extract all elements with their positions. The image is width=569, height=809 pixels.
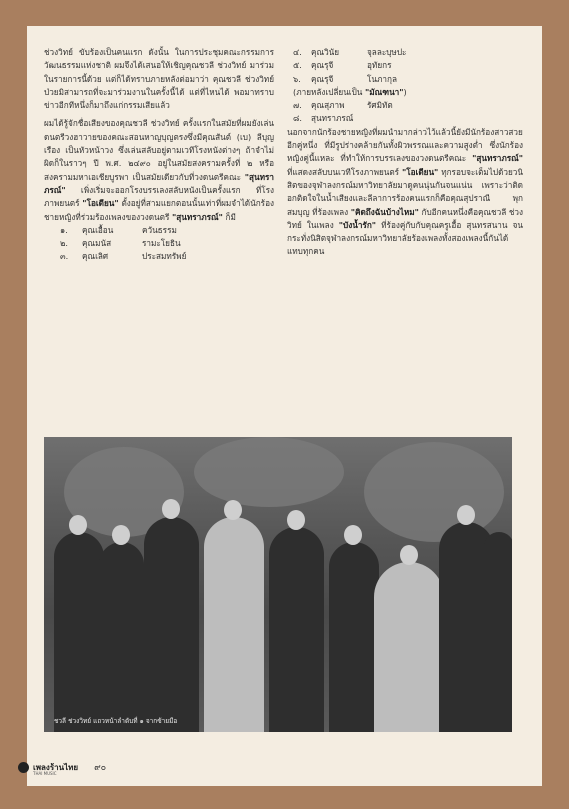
list-item: ๕. คุณรุจี อุทัยกร [293, 60, 392, 71]
page-number: ๙๐ [94, 763, 107, 773]
list-note: (ภายหลังเปลี่ยนเป็น "มัณฑนา") [293, 86, 407, 97]
right-column [287, 46, 523, 259]
group-photo [44, 437, 512, 732]
magazine-logo-icon [18, 762, 29, 773]
page-footer [18, 760, 106, 774]
left-column [44, 46, 274, 264]
paragraph: ผมได้รู้จักชื่อเสียงของคุณชวลี ช่วงวิทย์ ครั้งแรกในสมัยที่ผมยังเล่นดนตรีวงฮาวายของคณะสอนหาญบุญตรงซึ่งมีคุณสันต์ (เบ) ลีบุญเรือง เป็นหัวหน้าวง ซึ่งเล่นสลับอยู่ตามเวทีโรงหนังต่างๆ ถ้าจำไม่ผิดก็ในราวๆ ปี พ.ศ. ๒๔๙๐ อยู่ในสมัยสงครามครั้งที่ ๒ หรือสงครามมหาเอเชียบูรพา เป็นสมัยเดียวกับที่วงดนตรีคณะ "สุนทราภรณ์" เพิ่งเริ่มจะออกโรงบรรเลงสลับหนังเป็นครั้งแรก ที่โรงภาพยนตร์ "โอเดียน" ตั้งอยู่ที่สามแยกตอนนั้นเท่าที่ผมจำได้นักร้องชายหญิงที่ร่วมร้องเพลงของวงดนตรี "สุนทราภรณ์" ก็มี [44, 118, 275, 222]
singer-list [287, 46, 523, 126]
band-name: "สุนทราภรณ์" [44, 171, 275, 195]
singer-list [44, 224, 274, 264]
list-item: ๗. คุณสุภาพ รัศมิทัต [293, 100, 393, 111]
paragraph: นอกจากนักร้องชายหญิงที่ผมนำมากล่าวไว้แล้วนี้ยังมีนักร้องสาวสวยอีกคู่หนึ่ง ที่มีรูปร่างคล้ายกันทั้งผิวพรรณและความสูงต่ำ ซึ่งนักร้องหญิงคู่นี้แหละ ที่ทำให้การบรรเลงของวงดนตรีคณะ "สุนทราภรณ์" ที่แสดงสลับบนเวทีโรงภาพยนตร์ "โอเดียน" ทุกรอบจะเต็มไปด้วยวนิสิตของจุฬาลงกรณ์มหาวิทยาลัยมาดูคนนุ่นกันจนแน่น เพราะว่าติดอกติดใจในน้ำเสียงและลีลาการร้องคนแรกก็คือคุณสุปราณี พุกสมบุญ ที่ร้องเพลง "คิดถึงฉันบ้างไหม" กับอีกคนหนึ่งคือคุณชวลี ช่วงวิทย์ ในเพลง "บังน้ำรัก" ที่ร้องคู่กับกับคุณครูเอื้อ สุนทรสนาน จนกระทั่งนิสิตจุฬาลงกรณ์มหาวิทยาลัยร้องเพลงทั้งสองเพลงนี้กันได้แทบทุกคน [287, 126, 524, 257]
paragraph: ช่วงวิทย์ ขับร้องเป็นคนแรก ดังนั้น ในการประชุมคณะกรรมการวัฒนธรรมแห่งชาติ ผมจึงได้เสนอให้เชิญคุณชวลี ช่วงวิทย์ มาร่วมในรายการนี้ด้วย แต่ก็ได้ทราบภายหลังต่อมาว่า คุณชวลี ช่วงวิทย์ ป่วยมิสามารถที่จะมาร่วมงานในครั้งนี้ได้ แต่ที่ไหนได้ พอมาทราบข่าวอีกทีหนึ่งก็มาถึงแก่กรรมเสียแล้ว [44, 47, 274, 111]
list-item: ๓. คุณเลิศ ประสมทรัพย์ [60, 251, 187, 262]
list-item: ๘. สุนทราภรณ์ [293, 113, 354, 124]
magazine-logo-sub: THAI MUSIC [33, 771, 57, 776]
cinema-name: "โอเดียน" [82, 198, 119, 209]
list-item: ๔. คุณวินัย จุลละบุษปะ [293, 47, 407, 57]
photo-caption: ชวลี ช่วงวิทย์ แถวหน้าลำดับที่ ๑ จากซ้ายมือ [54, 717, 178, 725]
list-item: ๑. คุณเอื้อน ควันธรรม [60, 224, 177, 235]
list-item: ๖. คุณรุจี โนภากุล [293, 73, 397, 84]
magazine-logo: เพลงร้านไทย [33, 761, 79, 772]
list-item: ๒. คุณมนัส รามะโยธิน [60, 238, 181, 249]
band-name: "สุนทราภรณ์" [171, 211, 223, 222]
